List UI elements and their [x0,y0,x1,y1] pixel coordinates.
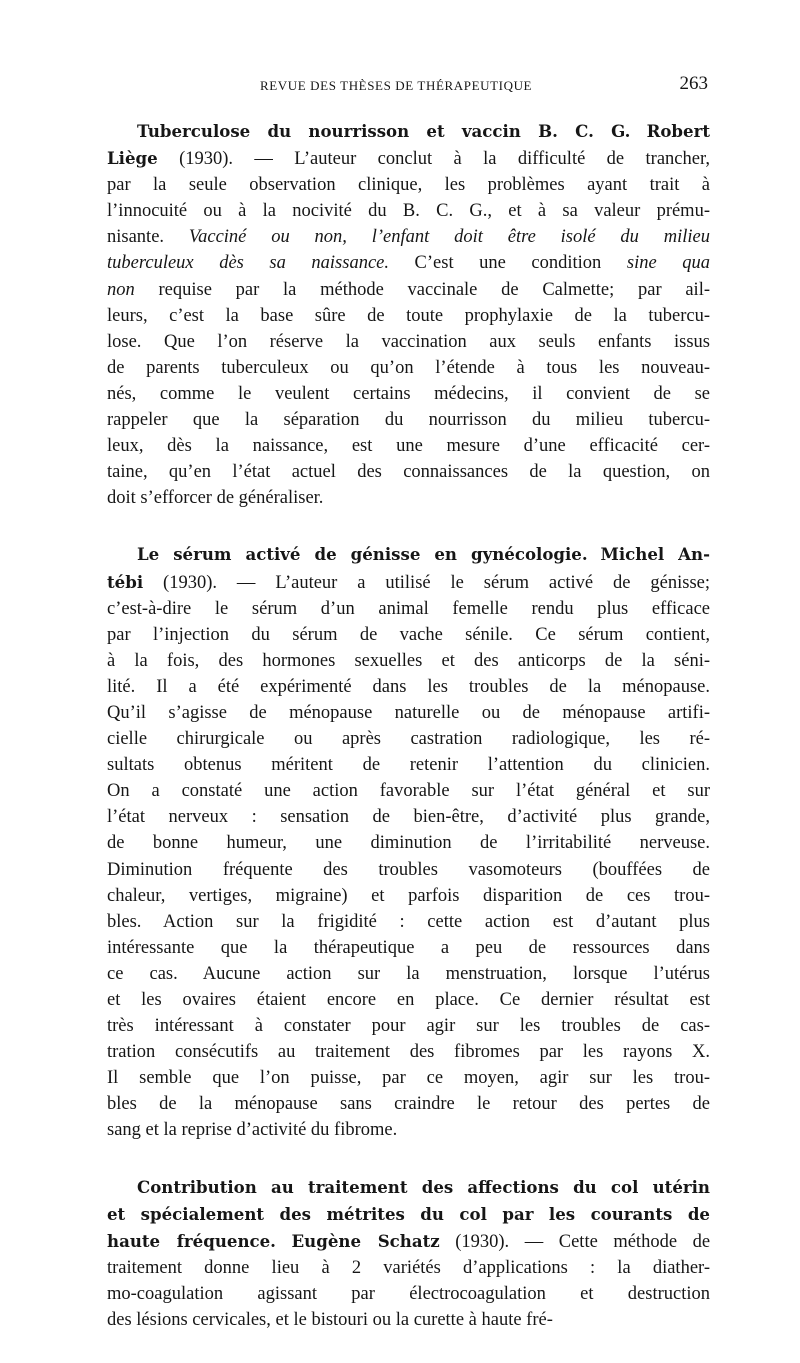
text-line [107,1039,710,1065]
text-line [107,1065,710,1091]
text-line [107,433,710,459]
text-line [107,1228,710,1255]
body-text-run: par la seule observation clinique, les problèmes ayant trait à [107,175,710,196]
body-text-run: chaleur, vertiges, migraine) et parfois disparition de ces trou- [107,885,710,906]
text-line [107,329,710,355]
article-heading: haute fréquence. [107,1230,276,1251]
body-text-run: leurs, c’est la base sûre de toute prophylaxie de la tubercu- [107,305,710,326]
italic-text: sine qua [626,253,710,274]
body-text-run: l’innocuité ou à la nocivité du B. C. G., et à sa valeur prému- [107,201,710,222]
body-text-run: lité. Il a été expérimenté dans les troubles de la ménopause. [107,676,710,697]
body-text-run: et les ovaires étaient encore en place. Ce dernier résultat est [107,990,710,1010]
running-title: REVUE DES THÈSES DE THÉRAPEUTIQUE [260,78,533,93]
body-text [107,118,710,1363]
body-text-run: bles. Action sur la frigidité : cette action est d’autant plus [107,911,710,932]
article [107,118,710,511]
body-text-run: taine, qu’en l’état actuel des connaissances de la question, on [107,462,710,483]
body-text-run: nisante. [107,227,189,248]
text-line [107,250,710,276]
page-number: 263 [679,73,708,94]
body-text-run: (1930). — L’auteur a utilisé le sérum activé de génisse; [143,572,710,593]
text-line [107,118,710,145]
body-text-run [588,545,601,565]
body-text-run: l’état nerveux : sensation de bien-être, d’activité plus grande, [107,807,710,828]
body-text-run: de bonne humeur, une diminution de l’irritabilité nerveuse. [107,833,710,854]
body-text-run [630,122,646,142]
text-line [107,726,710,752]
body-text-run: (1930). — L’auteur conclut à la difficulté de trancher, [157,149,710,170]
body-text-run: par l’injection du sérum de vache sénile. Ce sérum contient, [107,624,710,645]
body-text-run: intéressante que la thérapeutique a peu de ressources dans [107,937,710,958]
text-line [107,407,710,433]
body-text-run: sang et la reprise d’activité du fibrome. [107,1120,398,1141]
article-heading: et spécialement des métrites du col par les courants de [107,1203,710,1224]
text-line [107,1255,710,1281]
text-line [107,1201,710,1228]
text-line [107,935,710,961]
body-text-run: tration consécutifs au traitement des fibromes par les rayons X. [107,1042,710,1063]
body-text-run: ce cas. Aucune action sur la menstruation, lorsque l’utérus [107,963,710,984]
text-line [107,883,710,909]
text-line [107,1117,710,1143]
article-author: tébi [107,571,144,592]
body-text-run: c’est-à-dire le sérum d’un animal femelle rendu plus efficace [107,598,710,619]
text-line [107,648,710,674]
text-line [107,1281,710,1307]
text-line [107,700,710,726]
text-line [107,804,710,830]
text-line [107,1174,710,1201]
text-line [107,381,710,407]
article-heading: Tuberculose du nourrisson et vaccin B. C. G. [137,121,631,141]
text-line [107,355,710,381]
body-text-run: nés, comme le veulent certains médecins, il convient de se [107,383,710,404]
body-text-run: cielle chirurgicale ou après castration radiologique, les ré- [107,729,710,750]
article [107,1174,710,1334]
body-text-run: à la fois, des hormones sexuelles et des anticorps de la séni- [107,650,710,671]
body-text-run: très intéressant à constater pour agir sur les troubles de cas- [107,1016,710,1037]
article-author: Eugène Schatz [291,1230,440,1251]
body-text-run: des lésions cervicales, et le bistouri ou la curette à haute fré- [107,1310,553,1331]
body-text-run: mo-coagulation agissant par électrocoagulation et destruction [107,1283,710,1304]
body-text-run: lose. Que l’on réserve la vaccination aux seuls enfants issus [107,331,710,352]
italic-text: Vacciné ou non, l’enfant doit être isolé du milieu [188,227,710,248]
text-line [107,857,710,883]
article-author: Michel An- [600,544,710,565]
text-line [107,596,710,622]
text-line [107,198,710,224]
italic-text: non [107,279,135,300]
text-line [107,541,710,568]
text-line [107,1307,710,1333]
body-text-run: traitement donne lieu à 2 variétés d’applications : la diather- [107,1257,710,1278]
italic-text: tuberculeux dès sa naissance. [107,253,389,274]
article-author: Robert [646,121,710,141]
body-text-run: Qu’il s’agisse de ménopause naturelle ou de ménopause artifi- [107,702,710,723]
page-header [108,73,708,98]
body-text-run: doit s’efforcer de généraliser. [107,488,324,509]
text-line [107,277,710,303]
body-text-run: Il semble que l’on puisse, par ce moyen, agir sur les trou- [107,1068,710,1089]
text-line [107,1013,710,1039]
text-line [107,961,710,987]
text-line [107,172,710,198]
body-text-run: sultats obtenus méritent de retenir l’attention du clinicien. [107,755,710,776]
article-author: Liège [107,148,158,169]
text-line [107,778,710,804]
text-line [107,622,710,648]
text-line [107,830,710,856]
body-text-run: leux, dès la naissance, est une mesure d’une efficacité cer- [107,436,710,457]
text-line [107,485,710,511]
body-text-run: bles de la ménopause sans craindre le retour des pertes de [107,1094,710,1115]
article-heading: Le sérum activé de génisse en gynécologie. [137,544,588,565]
text-line [107,1091,710,1117]
body-text-run: requise par la méthode vaccinale de Calmette; par ail- [134,279,710,300]
text-line [107,145,710,172]
text-line [107,569,710,596]
body-text-run [276,1232,292,1252]
text-line [107,987,710,1013]
body-text-run: (1930). — Cette méthode de [439,1231,711,1252]
body-text-run: rappeler que la séparation du nourrisson du milieu tubercu- [107,410,710,431]
body-text-run: On a constaté une action favorable sur l’état général et sur [107,781,710,802]
body-text-run: de parents tuberculeux ou qu’on l’étende à tous les nouveau- [107,357,710,378]
body-text-run: C’est une condition [389,253,627,274]
text-line [107,752,710,778]
text-line [107,909,710,935]
body-text-run: Diminution fréquente des troubles vasomoteurs (bouffées de [107,859,710,880]
text-line [107,459,710,485]
article [107,541,710,1143]
text-line [107,674,710,700]
text-line [107,303,710,329]
article-heading: Contribution au traitement des affections du col utérin [137,1176,710,1197]
text-line [107,224,710,250]
